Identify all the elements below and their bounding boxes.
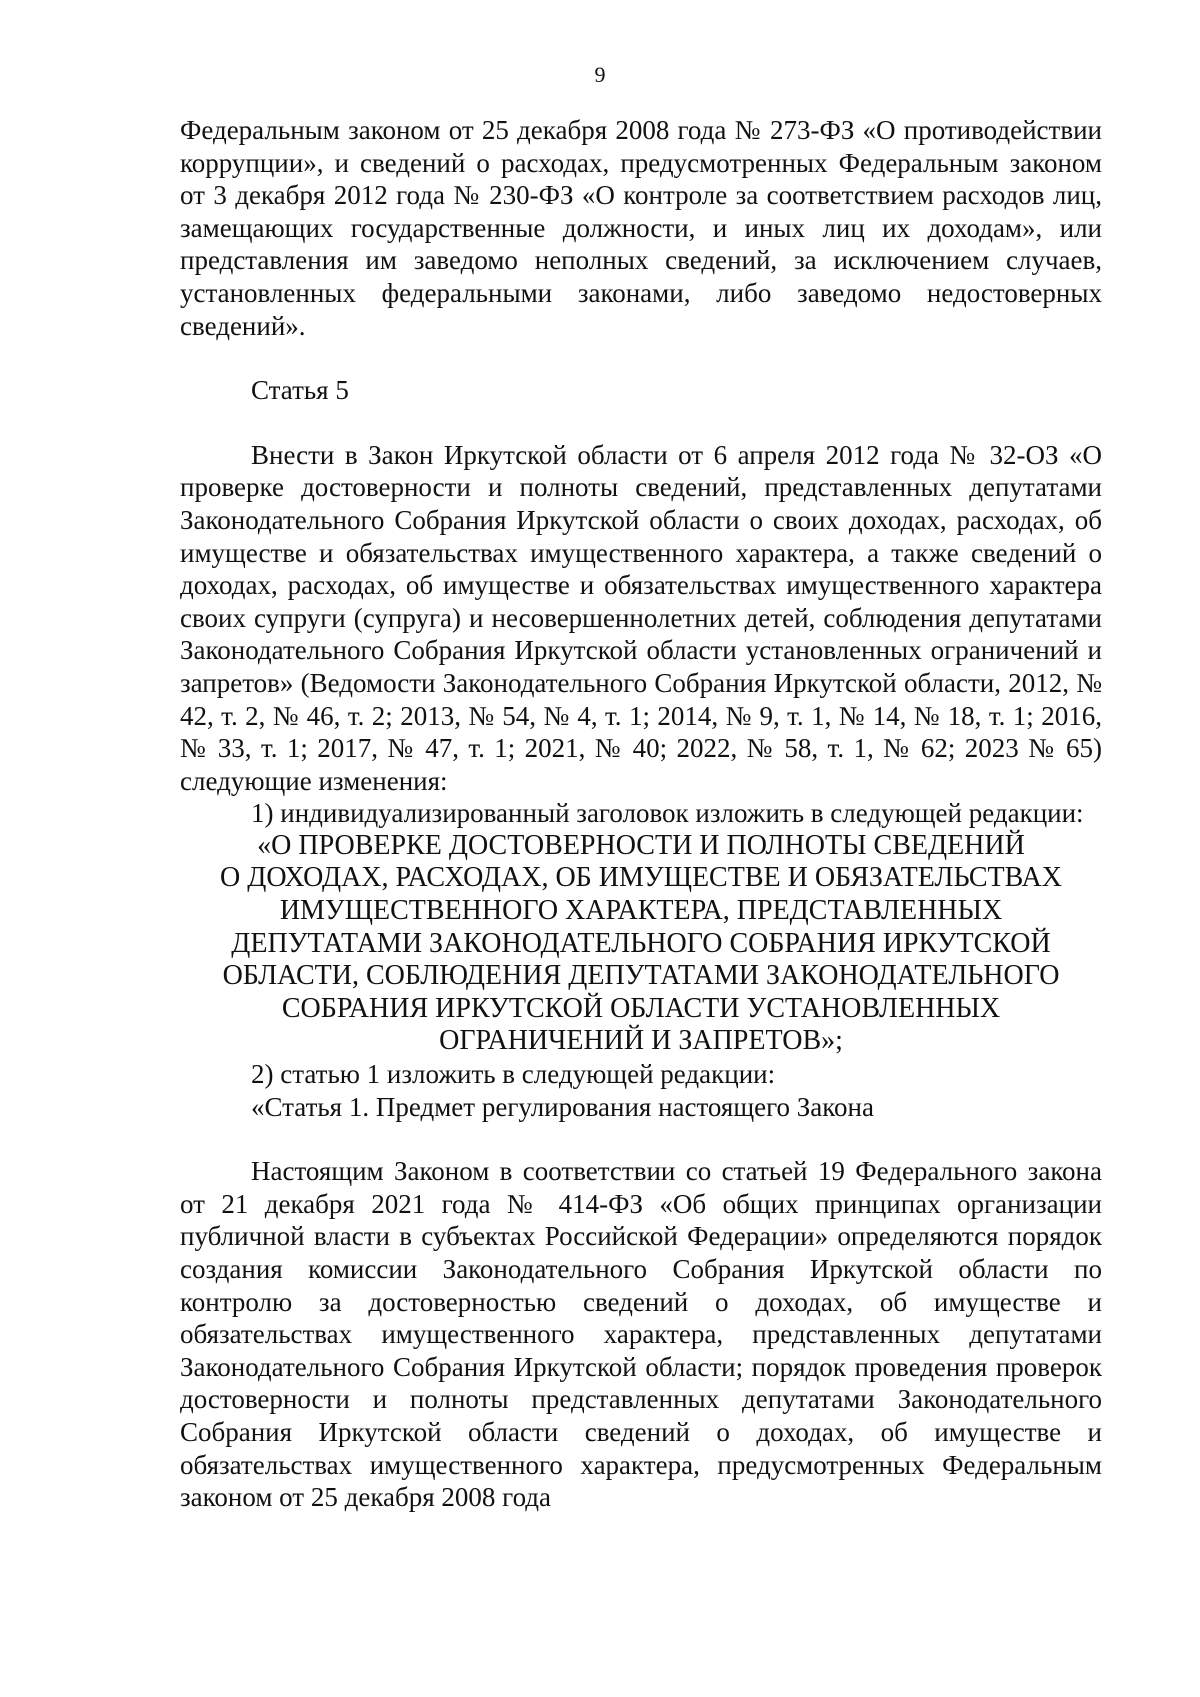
article-heading: Статья 5 xyxy=(251,375,349,406)
new-law-title-line: ОБЛАСТИ, СОБЛЮДЕНИЯ ДЕПУТАТАМИ ЗАКОНОДАТЕЛЬНОГО xyxy=(222,960,1060,992)
new-law-title-line: О ДОХОДАХ, РАСХОДАХ, ОБ ИМУЩЕСТВЕ И ОБЯЗАТЕЛЬСТВАХ xyxy=(220,862,1062,894)
article-body: Внести в Закон Иркутской области от 6 апреля 2012 года № 32-ОЗ «О проверке достоверности и полноты сведений, представленных депутатами Законодательного Собрания Иркутской области о своих доходах, расходах, об имуществе и обязательствах имущественного характера, а также сведений о доходах, расходах, об имуществе и обязательствах имущественного характера своих супруги (супруга) и несовершеннолетних детей, соблюдения депутатами Законодательного Собрания Иркутской области установленных ограничений и запретов» (Ведомости Законодательного Собрания Иркутской области, 2012, № 42, т. 2, № 46, т. 2; 2013, № 54, № 4, т. 1; 2014, № 9, т. 1, № 14, № 18, т. 1; 2016, № 33, т. 1; 2017, № 47, т. 1; 2021, № 40; 2022, № 58, т. 1, № 62; 2023 № 65) следующие изменения: xyxy=(180,439,1102,796)
new-law-title-line: ИМУЩЕСТВЕННОГО ХАРАКТЕРА, ПРЕДСТАВЛЕННЫХ xyxy=(279,895,1003,927)
new-law-title-line: СОБРАНИЯ ИРКУТСКОЙ ОБЛАСТИ УСТАНОВЛЕННЫХ xyxy=(281,992,1001,1024)
spacer xyxy=(180,1123,1102,1155)
paragraph-continuation: Федеральным законом от 25 декабря 2008 года № 273-ФЗ «О противодействии коррупции», и сведений о расходах, предусмотренных Федеральным законом от 3 декабря 2012 года № 230-ФЗ «О контроле за соответствием расходов лиц, замещающих государственные должности, и иных лиц их доходам», или представления им заведомо неполных сведений, за исключением случаев, установленных федеральными законами, либо заведомо недостоверных сведений». xyxy=(180,115,1102,341)
new-law-title-line: «О ПРОВЕРКЕ ДОСТОВЕРНОСТИ И ПОЛНОТЫ СВЕДЕНИЙ xyxy=(257,829,1025,861)
amendment-item-2: 2) статью 1 изложить в следующей редакции: xyxy=(251,1059,776,1090)
document-body xyxy=(180,114,1102,1514)
article-1-heading: «Статья 1. Предмет регулирования настоящего Закона xyxy=(251,1091,874,1122)
new-law-title-line: ДЕПУТАТАМИ ЗАКОНОДАТЕЛЬНОГО СОБРАНИЯ ИРКУТСКОЙ xyxy=(231,927,1051,959)
article-1-body: Настоящим Законом в соответствии со статьей 19 Федерального закона от 21 декабря 2021 года № 414-ФЗ «Об общих принципах организации публичной власти в субъектах Российской Федерации» определяются порядок создания комиссии Законодательного Собрания Иркутской области по контролю за достоверностью сведений о доходах, об имуществе и обязательствах имущественного характера, представленных депутатами Законодательного Собрания Иркутской области; порядок проведения проверок достоверности и полноты представленных депутатами Законодательного Собрания Иркутской области сведений о доходах, об имуществе и обязательствах имущественного характера, предусмотренных Федеральным законом от 25 декабря 2008 года xyxy=(180,1156,1102,1513)
new-law-title xyxy=(180,830,1102,1058)
amendment-item-1: 1) индивидуализированный заголовок изложить в следующей редакции: xyxy=(251,798,1084,829)
new-law-title-line: ОГРАНИЧЕНИЙ И ЗАПРЕТОВ»; xyxy=(439,1025,843,1057)
spacer xyxy=(180,342,1102,374)
page-number: 9 xyxy=(594,62,606,87)
spacer xyxy=(180,407,1102,439)
